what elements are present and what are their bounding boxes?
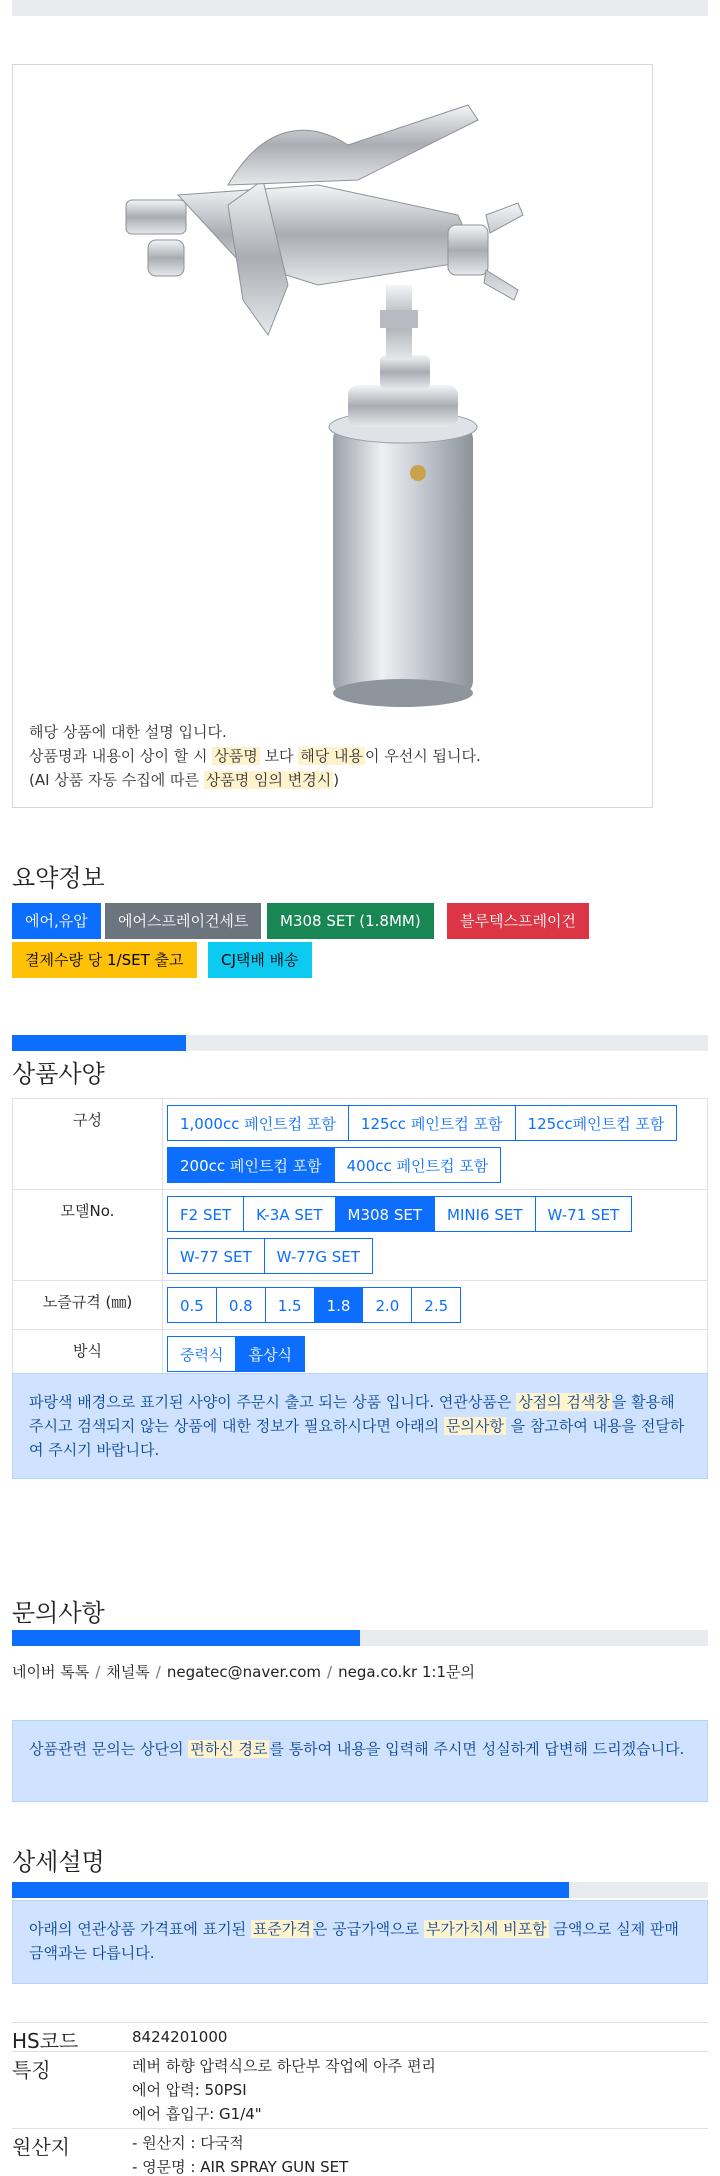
spec-option-button[interactable]: 중력식 xyxy=(167,1336,236,1372)
notice-text: 아래의 연관상품 가격표에 표기된 xyxy=(29,1920,251,1938)
highlighted-text: 문의사항 xyxy=(445,1417,504,1435)
summary-tag: M308 SET (1.8MM) xyxy=(267,903,434,939)
spec-option-button[interactable]: 200cc 페인트컵 포함 xyxy=(167,1147,335,1183)
breadcrumb-link[interactable]: negatec@naver.com xyxy=(166,1663,322,1681)
notice-text: 파랑색 배경으로 표기된 사양이 주문시 출고 되는 상품 입니다. 연관상품은 xyxy=(29,1393,517,1411)
notice-text: 이 우선시 됩니다. xyxy=(364,747,481,765)
info-key: HS코드 xyxy=(12,2029,79,2053)
breadcrumb-separator: / xyxy=(95,1663,101,1681)
summary-title: 요약정보 xyxy=(12,864,105,892)
inquiry-title: 문의사항 xyxy=(12,1599,105,1627)
spec-option-button[interactable]: 125cc 페인트컵 포함 xyxy=(348,1105,516,1141)
info-value xyxy=(132,2052,708,2128)
spec-option-button[interactable]: W-71 SET xyxy=(535,1196,633,1232)
info-value-line: - 영문명 : AIR SPRAY GUN SET xyxy=(132,2158,349,2176)
spec-option-button[interactable]: K-3A SET xyxy=(243,1196,335,1232)
spec-option-button[interactable]: F2 SET xyxy=(167,1196,244,1232)
info-value-line: - 원산지 : 다국적 xyxy=(132,2134,244,2152)
product-image-box xyxy=(12,64,653,808)
spec-row xyxy=(13,1330,708,1379)
notice-text: 은 공급가액으로 xyxy=(312,1920,424,1938)
highlighted-text: 상점의 검색창 xyxy=(518,1393,610,1411)
spec-option-button[interactable]: 2.5 xyxy=(411,1287,461,1323)
description-line xyxy=(29,720,481,744)
spec-progress-bar xyxy=(12,1035,708,1051)
highlighted-text: 편하신 경로 xyxy=(190,1740,268,1758)
breadcrumb-link[interactable]: 채널톡 xyxy=(106,1663,150,1681)
notice-text: 를 통하여 내용을 입력해 주시면 성실하게 답변해 드리겠습니다. xyxy=(269,1740,685,1758)
notice-text: 을 활용해 주시고 검색되지 않는 상품에 대한 정보가 필요하시다면 아래의 xyxy=(29,1393,675,1435)
info-row xyxy=(12,2022,708,2051)
description-line xyxy=(29,744,481,768)
spec-option-button[interactable]: 1.8 xyxy=(314,1287,364,1323)
spec-option-button[interactable]: 400cc 페인트컵 포함 xyxy=(334,1147,502,1183)
info-value xyxy=(132,2129,708,2176)
spec-progress-fill xyxy=(12,1035,186,1051)
spec-row-label: 노즐규격 (㎜) xyxy=(13,1281,163,1330)
breadcrumb-link[interactable]: 네이버 톡톡 xyxy=(12,1663,90,1681)
inquiry-notice-alert xyxy=(12,1720,708,1802)
spray-gun-image xyxy=(118,85,548,725)
spec-table xyxy=(12,1098,708,1379)
spec-notice-alert xyxy=(12,1373,708,1479)
detail-title: 상세설명 xyxy=(12,1848,105,1876)
info-key: 특징 xyxy=(12,2058,51,2082)
info-key: 원산지 xyxy=(12,2135,70,2159)
spec-row-label: 방식 xyxy=(13,1330,163,1379)
spec-row-label: 구성 xyxy=(13,1099,163,1190)
spec-option-button[interactable]: W-77G SET xyxy=(264,1238,373,1274)
notice-text: (AI 상품 자동 수집에 따른 xyxy=(29,771,204,789)
detail-notice-alert xyxy=(12,1900,708,1984)
spec-option-button[interactable]: 0.5 xyxy=(167,1287,217,1323)
info-value-line: 8424201000 xyxy=(132,2028,228,2046)
spec-option-group xyxy=(163,1190,708,1281)
info-value-line: 레버 하향 압력식으로 하단부 작업에 아주 편리 xyxy=(132,2057,436,2075)
info-row xyxy=(12,2051,708,2128)
summary-tag: 에어스프레이건세트 xyxy=(105,903,261,939)
info-value-line: 에어 압력: 50PSI xyxy=(132,2081,247,2099)
highlighted-text: 표준가격 xyxy=(252,1920,311,1938)
top-divider-bar xyxy=(12,0,708,16)
spec-option-group xyxy=(163,1099,708,1190)
summary-tag: 블루텍스프레이건 xyxy=(447,903,589,939)
highlighted-text: 상품명 임의 변경시 xyxy=(205,771,332,789)
spec-title: 상품사양 xyxy=(12,1060,105,1088)
info-value-line: 에어 흡입구: G1/4" xyxy=(132,2105,262,2123)
notice-text: 상품관련 문의는 상단의 xyxy=(29,1740,189,1758)
spec-row xyxy=(13,1190,708,1281)
description-line xyxy=(29,768,481,792)
spec-option-button[interactable]: 1,000cc 페인트컵 포함 xyxy=(167,1105,349,1141)
info-row xyxy=(12,2128,708,2176)
spec-option-button[interactable]: 125cc페인트컵 포함 xyxy=(515,1105,678,1141)
spec-option-button[interactable]: MINI6 SET xyxy=(434,1196,535,1232)
detail-progress-bar xyxy=(12,1882,708,1898)
product-description xyxy=(29,720,481,792)
inquiry-breadcrumb xyxy=(12,1661,475,1682)
notice-text: 상품명과 내용이 상이 할 시 xyxy=(29,747,213,765)
highlighted-text: 부가가치세 비포함 xyxy=(425,1920,547,1938)
summary-tag: CJ택배 배송 xyxy=(208,942,312,978)
notice-text: 금액으로 실제 판매금액과는 다릅니다. xyxy=(29,1920,679,1962)
inquiry-progress-bar xyxy=(12,1630,708,1646)
notice-text: 해당 상품에 대한 설명 입니다. xyxy=(29,723,227,741)
notice-text: 을 참고하여 내용을 전달하여 주시기 바랍니다. xyxy=(29,1417,685,1459)
breadcrumb-separator: / xyxy=(327,1663,333,1681)
breadcrumb-separator: / xyxy=(155,1663,161,1681)
spec-row-label: 모델No. xyxy=(13,1190,163,1281)
spec-row xyxy=(13,1099,708,1190)
inquiry-progress-fill xyxy=(12,1630,360,1646)
notice-text: 보다 xyxy=(259,747,299,765)
spec-option-group xyxy=(163,1281,708,1330)
spec-row xyxy=(13,1281,708,1330)
highlighted-text: 해당 내용 xyxy=(300,747,363,765)
summary-tag: 결제수량 당 1/SET 출고 xyxy=(12,942,197,978)
detail-progress-fill xyxy=(12,1882,569,1898)
spec-option-button[interactable]: 흡상식 xyxy=(235,1336,304,1372)
notice-text: ) xyxy=(333,771,340,789)
spec-option-button[interactable]: W-77 SET xyxy=(167,1238,265,1274)
spec-option-button[interactable]: 2.0 xyxy=(362,1287,412,1323)
summary-tag: 에어,유압 xyxy=(12,903,101,939)
detail-info-table xyxy=(12,2022,708,2176)
spec-option-group xyxy=(163,1330,708,1379)
spec-option-button[interactable]: 1.5 xyxy=(265,1287,315,1323)
info-value xyxy=(132,2023,708,2051)
spec-option-button[interactable]: M308 SET xyxy=(335,1196,436,1232)
spec-option-button[interactable]: 0.8 xyxy=(216,1287,266,1323)
highlighted-text: 상품명 xyxy=(214,747,258,765)
breadcrumb-link[interactable]: nega.co.kr 1:1문의 xyxy=(338,1663,475,1681)
